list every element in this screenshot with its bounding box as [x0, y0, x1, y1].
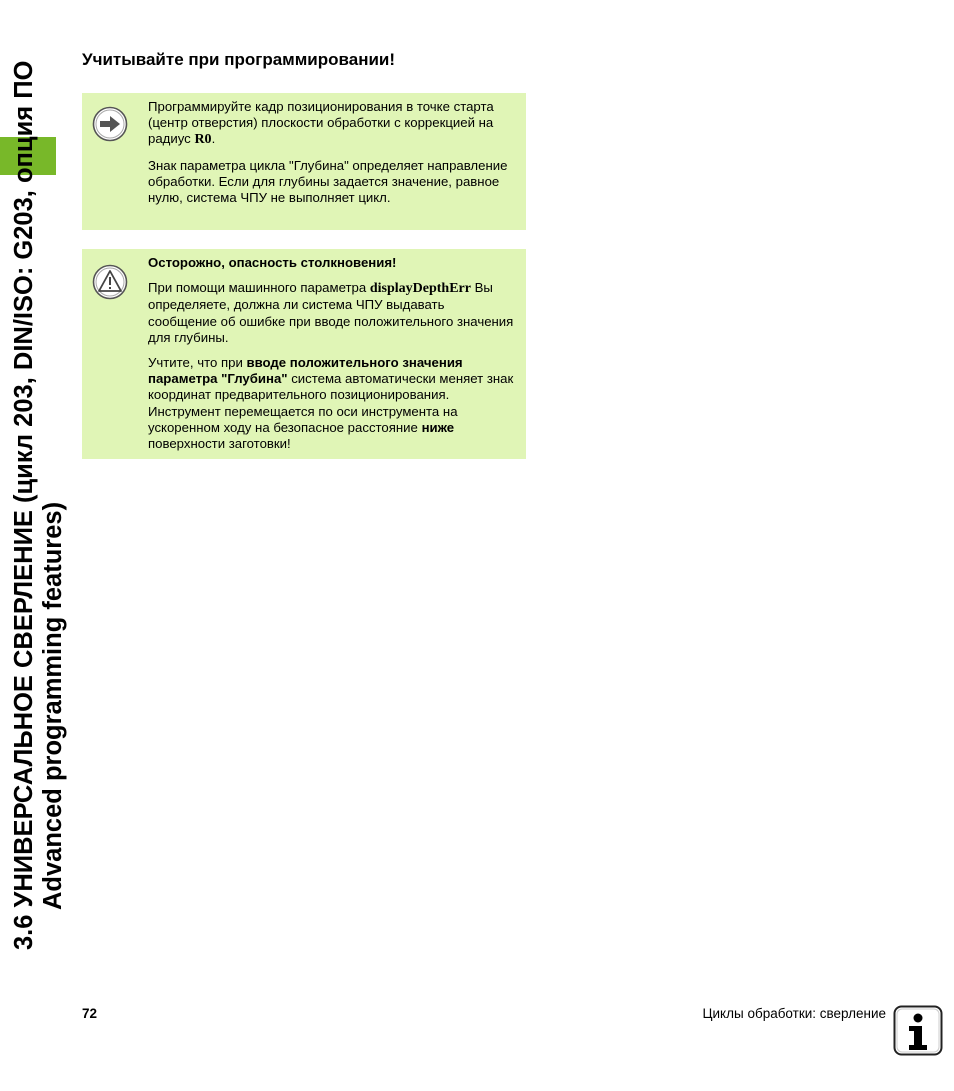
radius-code: R0	[194, 132, 212, 148]
hint-text: Программируйте кадр позиционирования в точке старта (центр отверстия) плоскости обработки с коррекцией на радиус	[148, 99, 494, 147]
warning-bold-b: ниже	[421, 419, 455, 435]
footer-chapter-title: Циклы обработки: сверление	[702, 1006, 886, 1021]
hint-text-end: .	[211, 131, 216, 147]
warning-box	[82, 249, 526, 459]
section-heading: Учитывайте при программировании!	[82, 50, 396, 69]
info-icon	[893, 1005, 943, 1056]
machine-parameter-name: displayDepthErr	[369, 281, 471, 297]
warning-text-b: система автоматически меняет знак координат предварительного позиционирования. Инструмент перемещается по оси инструмента на ускоренном ходу на безопасное расстояние	[148, 371, 514, 435]
hint-paragraph-1	[148, 99, 514, 149]
hint-box	[82, 93, 526, 230]
arrow-right-icon	[91, 105, 129, 143]
warning-paragraph-2	[148, 355, 514, 452]
warning-triangle-icon	[91, 263, 129, 301]
side-chapter-title-line2: Advanced programming features)	[39, 501, 67, 910]
warning-paragraph-1	[148, 280, 514, 346]
warning-text-end: Вы определяете, должна ли система ЧПУ выдавать сообщение об ошибке при вводе положительного значения для глубины.	[148, 280, 514, 345]
warning-title: Осторожно, опасность столкновения!	[148, 255, 397, 270]
warning-text-c: поверхности заготовки!	[148, 436, 291, 452]
side-chapter-title	[10, 61, 68, 950]
warning-text-a: Учтите, что при	[148, 355, 247, 371]
warning-text: При помощи машинного параметра	[148, 280, 370, 296]
page-number: 72	[82, 1006, 98, 1021]
side-chapter-title-line1: 3.6 УНИВЕРСАЛЬНОЕ СВЕРЛЕНИЕ (цикл 203, DIN/ISO: G203, опция ПО	[10, 60, 38, 950]
warning-bold-a: вводе положительного значения параметра "Глубина"	[148, 355, 463, 387]
hint-paragraph-2: Знак параметра цикла "Глубина" определяет направление обработки. Если для глубины задается значение, равное нулю, система ЧПУ не выполняет цикл.	[148, 157, 508, 206]
